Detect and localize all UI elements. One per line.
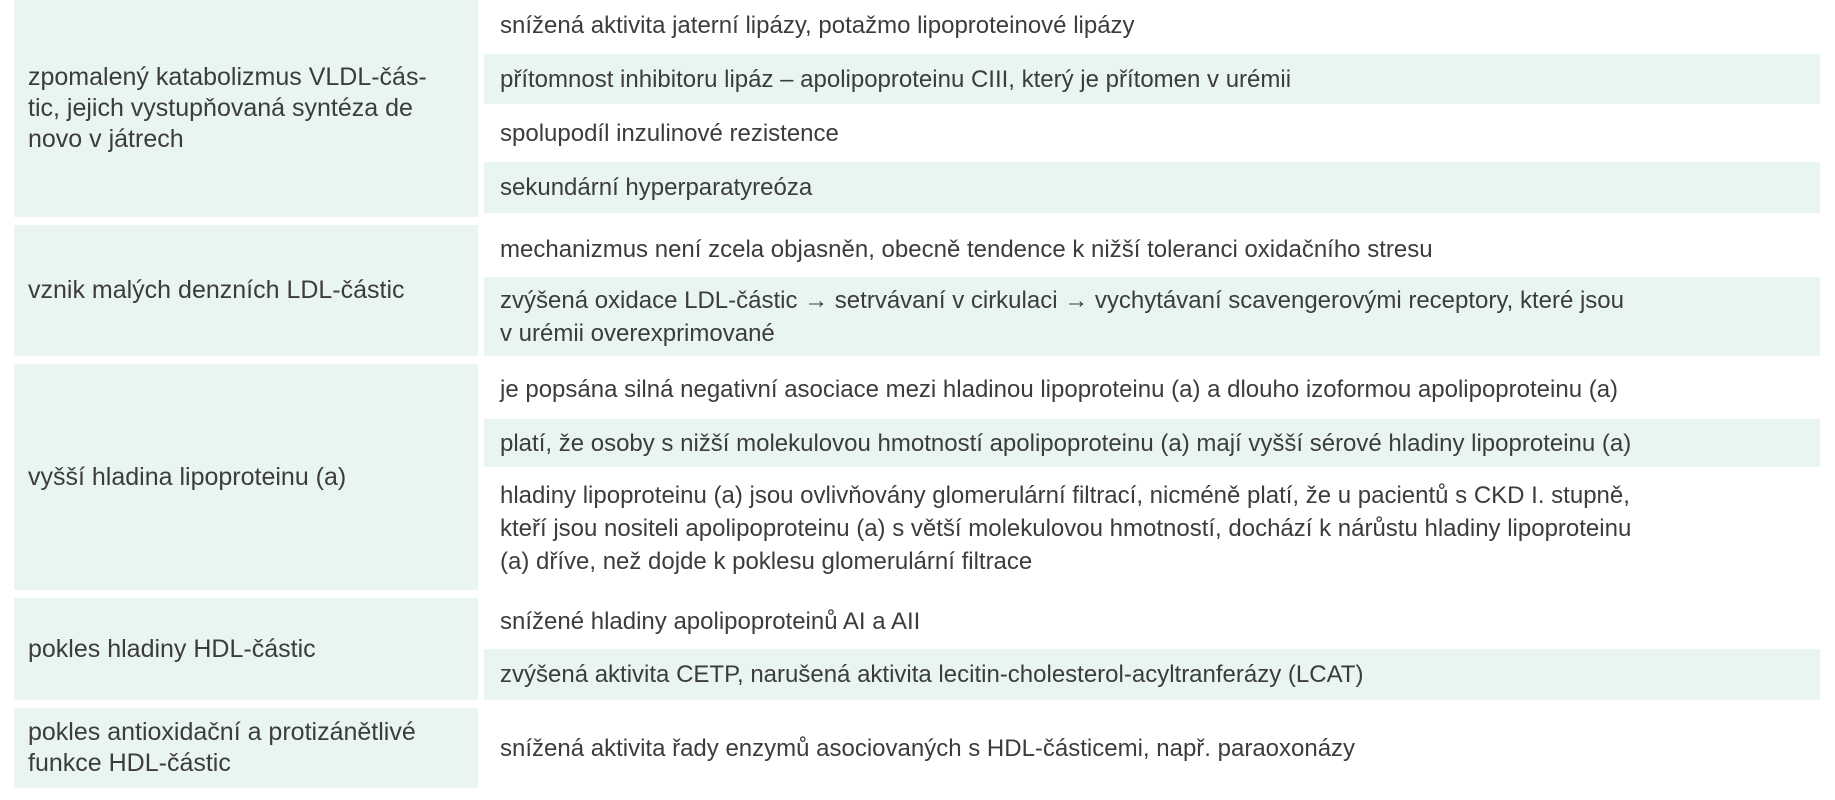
cause-line: tic, jejich vystupňovaná syntéza de bbox=[28, 94, 413, 122]
mechanism-list bbox=[484, 225, 1820, 364]
mechanism-line: v urémii overexprimované bbox=[500, 319, 775, 347]
mechanism-list bbox=[484, 364, 1820, 598]
cause-text bbox=[28, 717, 416, 779]
cause-cell bbox=[14, 364, 484, 594]
mechanism-list bbox=[484, 0, 1820, 225]
mechanism-item: snížené hladiny apolipoproteinů AI a AII bbox=[484, 598, 1820, 649]
mechanism-item: snížená aktivita jaterní lipázy, potažmo lipoproteinové lipázy bbox=[484, 0, 1820, 54]
cause-line: funkce HDL-částic bbox=[28, 749, 231, 777]
mechanism-item: přítomnost inhibitoru lipáz – apolipoproteinu CIII, který je přítomen v urémii bbox=[484, 54, 1820, 108]
cause-text: vznik malých denzních LDL-částic bbox=[28, 276, 405, 304]
mechanism-list bbox=[484, 708, 1820, 796]
mechanism-item: platí, že osoby s nižší molekulovou hmotností apolipoproteinu (a) mají vyšší sérové hladiny lipoproteinu (a) bbox=[484, 419, 1820, 471]
cause-cell bbox=[14, 225, 484, 360]
cause-text: vyšší hladina lipoproteinu (a) bbox=[28, 462, 347, 491]
cause-cell bbox=[14, 598, 484, 704]
mechanism-line: hladiny lipoproteinu (a) jsou ovlivňovány glomerulární filtrací, nicméně platí, že u pacientů s CKD I. stupně, bbox=[500, 482, 1630, 509]
mechanism-item: snížená aktivita řady enzymů asociovaných s HDL-částicemi, např. paraoxonázy bbox=[484, 708, 1820, 788]
cause-cell bbox=[14, 0, 484, 221]
mechanism-line: zvýšená oxidace LDL-částic → setrvávaní v cirkulaci → vychytávaní scavengerovými receptory, které jsou bbox=[500, 286, 1624, 314]
cause-line: pokles antioxidační a protizánětlivé bbox=[28, 718, 416, 746]
mechanism-item: je popsána silná negativní asociace mezi hladinou lipoproteinu (a) a dlouho izoformou apolipoproteinu (a) bbox=[484, 364, 1820, 419]
mechanism-item: spolupodíl inzulinové rezistence bbox=[484, 108, 1820, 162]
cause-cell bbox=[14, 708, 484, 792]
mechanism-item: sekundární hyperparatyreóza bbox=[484, 162, 1820, 213]
cause-text: pokles hladiny HDL-částic bbox=[28, 634, 316, 663]
lipid-mechanisms-table bbox=[14, 0, 1820, 796]
mechanism-item: zvýšená aktivita CETP, narušená aktivita lecitin-cholesterol-acyltranferázy (LCAT) bbox=[484, 649, 1820, 700]
mechanism-line: (a) dříve, než dojde k poklesu glomerulární filtrace bbox=[500, 548, 1033, 575]
mechanism-line: kteří jsou nositeli apolipoproteinu (a) s větší molekulovou hmotností, dochází k nárůstu hladiny lipoproteinu bbox=[500, 515, 1632, 542]
cause-line: zpomalený katabolizmus VLDL-čás- bbox=[28, 63, 427, 91]
mechanism-item: mechanizmus není zcela objasněn, obecně tendence k nižší toleranci oxidačního stresu bbox=[484, 225, 1820, 277]
cause-line: novo v játrech bbox=[28, 125, 184, 153]
mechanism-item bbox=[484, 277, 1820, 356]
mechanism-list bbox=[484, 598, 1820, 708]
mechanism-item bbox=[484, 471, 1820, 586]
cause-text bbox=[28, 62, 427, 155]
